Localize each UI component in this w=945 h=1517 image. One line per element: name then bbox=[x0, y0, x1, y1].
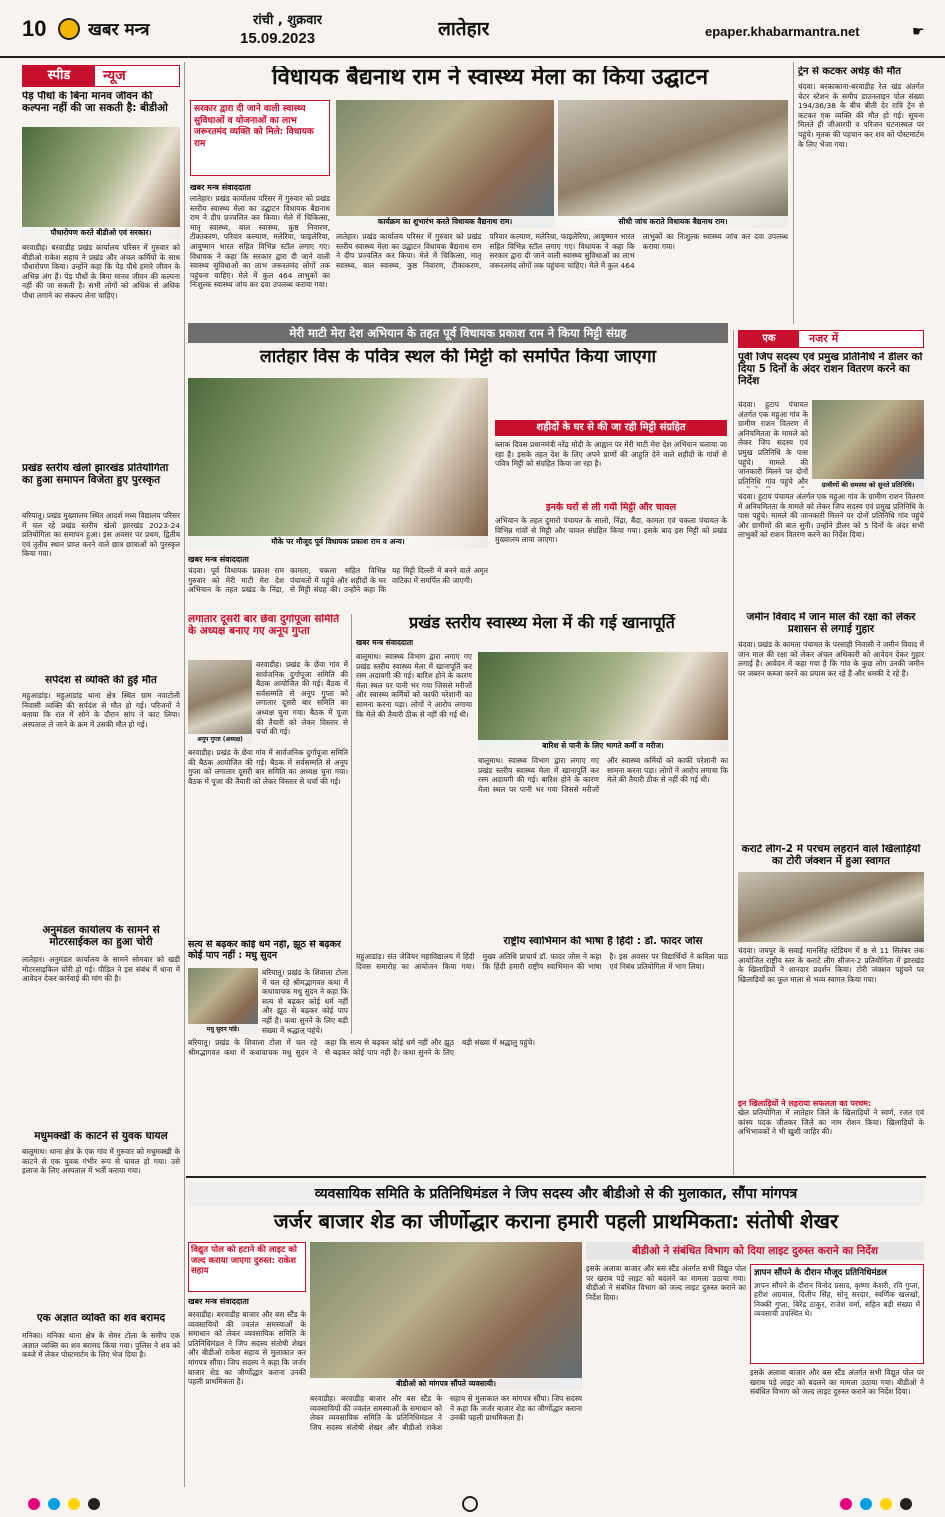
plantation-photo bbox=[22, 127, 180, 239]
bottom-sub bbox=[586, 1242, 924, 1260]
satya-photo bbox=[188, 968, 258, 1034]
mela-byline: खबर मन्त्र संवाददाता bbox=[356, 638, 414, 647]
speed-news-body: बरवाडीह। बरवाडीह प्रखंड कार्यालय परिसर में गुरुवार को बीडीओ राकेश सहाय ने प्रखंड और अंचल कर्मियों के साथ पौधारोपण किया। उन्होंने कहा कि पेड़ पौधे हमारे जीवन के अभिन्न अंग हैं। पेड़ पौधों के बिना मानव जीवन की कल्पना नहीं की जा सकती है। सभी लोगों को अधिक से अधिक पौधा लगाने का संकल्प लेना चाहिए। bbox=[22, 243, 180, 300]
delegation-box bbox=[750, 1264, 924, 1364]
bottom-kicker-text: विद्युत पोल को हटाने की लाइट को जल्द कराया जाएगा दुरुस्त: राकेश सहाय bbox=[191, 1245, 298, 1276]
paper-name: खबर मन्त्र bbox=[88, 20, 150, 40]
mati-byline: खबर मन्त्र संवाददाता bbox=[188, 555, 249, 564]
place-day: रांची , शुक्रवार bbox=[253, 13, 323, 28]
mati-headline: लातेहार विस के पवित्र स्थल की मिट्टी को समर्पित किया जाएगा bbox=[259, 348, 657, 367]
footer-registration-marks bbox=[0, 1490, 945, 1517]
mati-sub-2: इनके घरों से ली गयी मिट्टी और चावल bbox=[545, 502, 677, 513]
satya-body-continued: बरियातू। प्रखंड के शिवाला टोला में चल रहे श्रीमद्भागवत कथा में कथावाचक मधु सुदन ने कहा कि सत्य से बढ़कर कोई धर्म नहीं और झूठ से बढ़कर कोई पाप नहीं है। कथा सुनने के लिए बड़ी संख्या में श्रद्धालु पहुंचे। bbox=[188, 1038, 536, 1057]
registration-target-icon bbox=[462, 1496, 478, 1512]
ration-news-headline: पूर्वी जिप सदस्य एवं प्रमुख प्रतिनिधि ने डीलर को दिया 5 दिनों के अंदर राशन वितरण करने का निर्देश bbox=[738, 352, 923, 387]
bottom-body: बरवाडीह। बरवाडीह बाजार और बस स्टैंड के व्यवसायियों की ज्वलंत समस्याओं के समाधान को लेकर व्यवसायिक समिति के प्रतिनिधिमंडल ने जिप सदस्य संतोषी शेखर और बीडीओ राकेश सहाय से मुलाकात कर मांगपत्र सौंपा। जिप सदस्य ने कहा कि जर्जर बाजार शेड का जीर्णोद्धार कराना उनकी पहली प्राथमिकता है। bbox=[188, 1310, 306, 1387]
speed-news-headline: एक अज्ञात व्यक्ति का शव बरामद bbox=[36, 1313, 166, 1324]
bottom-sub-body-continued: इसके अलावा बाजार और बस स्टैंड अंतर्गत सभी विद्युत पोल पर खराब पड़े लाइट को बदलने का मामला उठाया गया। बीडीओ ने संबंधित विभाग को जल्द लाइट दुरुस्त कराने का निर्देश दिया। bbox=[750, 1368, 924, 1397]
registration-dot bbox=[840, 1498, 852, 1510]
speed-news-body: बालूमाथ। थाना क्षेत्र के एक गांव में गुरुवार को मधुमक्खी के काटने से एक युवक गंभीर रूप से घायल हो गया। उसे इलाज के लिए अस्पताल में भर्ती कराया गया। bbox=[22, 1147, 180, 1176]
karate-body: चंदवा। जयपुर के सवाई मानसिंह स्टेडियम में 8 से 11 सितंबर तक आयोजित राष्ट्रीय स्तर के कराटे लीग सीजन-2 प्रतियोगिता में झारखंड के खिलाड़ियों ने शानदार प्रदर्शन किया। टोरी जंक्शन पहुंचने पर खिलाड़ियों का फूल माला से भव्य स्वागत किया गया। bbox=[738, 946, 924, 984]
ration-news-body-continued: चंदवा। हुटाप पंचायत अंतर्गत एक महुआ गांव के ग्रामीण राशन वितरण में अनियमितता के मामले को लेकर जिप सदस्य एवं प्रमुख प्रतिनिधि के पास पहुंचे। मामले की जानकारी मिलने पर दोनों प्रतिनिधि गांव पहुंचे और ग्रामीणों की बात सुनी। उन्होंने डीलर को 5 दिनों के अंदर सभी लाभुकों को राशन वितरण करने का निर्देश दिया। bbox=[738, 492, 924, 540]
lead-body-continued: लातेहार। प्रखंड कार्यालय परिसर में गुरुवार को प्रखंड स्तरीय स्वास्थ्य मेला का उद्घाटन विधायक बैद्यनाथ राम ने दीप प्रज्वलित कर किया। मेले में चिकित्सा, मातृ स्वास्थ्य, बाल स्वास्थ्य, कुष्ठ निवारण, टीकाकरण, परिवार कल्याण, मलेरिया, फाइलेरिया, आयुष्मान भारत सहित विभिन्न स्टॉल लगाए गए। विधायक ने कहा कि सरकार द्वारा दी जाने वाली स्वास्थ्य सुविधाओं का लाभ जरूरतमंद लोगों तक पहुंचना चाहिए। मेले में कुल 464 लाभुकों का निःशुल्क स्वास्थ्य जांच कर दवा उपलब्ध कराया गया। bbox=[336, 232, 788, 270]
plantation-photo-caption: पौधारोपण करते बीडीओ एवं सरकार। bbox=[22, 227, 180, 239]
speed-news-body: मनिका। मनिका थाना क्षेत्र के सेमर टोला के समीप एक अज्ञात व्यक्ति का शव बरामद किया गया। पुलिस ने शव को कब्जे में लेकर पोस्टमार्टम के लिए भेज दिया है। bbox=[22, 1331, 180, 1360]
mati-sub-1-body: ब्लाक दिवस प्रधानमंत्री नरेंद्र मोदी के आह्वान पर मेरी माटी मेरा देश अभियान चलाया जा रहा है। इसके तहत देश के लिए अपने प्राणों की आहुति देने वाले शहीदों के गांवों से पवित्र मिट्टी को संग्रहित किया जा रहा है। bbox=[495, 440, 727, 469]
satya-photo-caption: मधु सुदन पांडे। bbox=[188, 1024, 258, 1034]
mati-sub-1-text: शहीदों के घर से की जा रही मिट्टी संग्रहित bbox=[536, 422, 686, 433]
durga-photo-caption: अनूप गुप्ता (अध्यक्ष) bbox=[188, 734, 252, 744]
registration-dot bbox=[28, 1498, 40, 1510]
speed-news-body: बरियातू। प्रखंड मुख्यालय स्थित आदर्श मध्य विद्यालय परिसर में चल रहे प्रखंड स्तरीय खेलो झारखंड 2023-24 प्रतियोगिता का समापन हुआ। इस अवसर पर प्रथम, द्वितीय एवं तृतीय स्थान प्राप्त करने वाले छात्र छात्राओं को पुरस्कृत किया गया। bbox=[22, 511, 180, 559]
ek-nazar-tag bbox=[738, 330, 924, 348]
mati-photo bbox=[188, 378, 488, 548]
mati-sub-2-body: अभियान के तहत दुमारो पंचायत के सालो, निंद्रा, बैंदा, कामता एवं चकला पंचायत के विभिन्न गांवों से मिट्टी और चावल संग्रहित किया गया। इसके बाद इस मिट्टी को प्रखंड मुख्यालय लाया जाएगा। bbox=[495, 516, 727, 545]
section-name: लातेहार bbox=[438, 18, 490, 40]
bottom-headline: जर्जर बाजार शेड का जीर्णोद्धार कराना हमारी पहली प्राथमिकता: संतोषी शेखर bbox=[273, 1210, 839, 1233]
mela-photo bbox=[478, 652, 728, 752]
registration-dot bbox=[68, 1498, 80, 1510]
lead-kicker-text: सरकार द्वारा दी जाने वाली स्वास्थ्य सुविधाओं व योजनाओं का लाभ जरूरतमंद व्यक्ति को मिले: विधायक राम bbox=[194, 104, 314, 149]
bottom-body-continued: बरवाडीह। बरवाडीह बाजार और बस स्टैंड के व्यवसायियों की ज्वलंत समस्याओं के समाधान को लेकर व्यवसायिक समिति के प्रतिनिधिमंडल ने जिप सदस्य संतोषी शेखर और बीडीओ राकेश सहाय से मुलाकात कर मांगपत्र सौंपा। जिप सदस्य ने कहा कि जर्जर बाजार शेड का जीर्णोद्धार कराना उनकी पहली प्राथमिकता है। bbox=[310, 1394, 582, 1432]
ek-tag-label: एक bbox=[739, 331, 799, 347]
section-divider bbox=[186, 1176, 926, 1178]
speed-news-headline: प्रखंड स्तरीय खेलो झारखंड प्रतियोगिता का हुआ समापन विजेता हुए पुरस्कृत bbox=[22, 463, 169, 486]
bottom-photo-caption: बीडीओ को मांगपत्र सौंपते व्यवसायी। bbox=[310, 1378, 582, 1390]
karate-photo bbox=[738, 872, 924, 942]
registration-dot bbox=[860, 1498, 872, 1510]
land-dispute-headline: जमीन विवाद में जान माल की रक्षा को लेकर प्रशासन से लगाई गुहार bbox=[746, 612, 916, 635]
speed-news-headline: अनुमंडल कार्यालय के सामने से मोटरसाईकल का हुआ चोरी bbox=[42, 925, 160, 948]
epaper-link[interactable]: epaper.khabarmantra.net bbox=[705, 24, 860, 39]
mela-photo-caption: बारिश से पानी के लिए भागते कर्मी व मरीज। bbox=[478, 740, 728, 752]
lead-byline: खबर मन्त्र संवाददाता bbox=[190, 183, 251, 192]
speed-news-headline: सर्पदंश से व्यक्ति की हुई मौत bbox=[45, 675, 157, 686]
speed-news-tag bbox=[22, 65, 180, 87]
ration-news-photo bbox=[812, 400, 924, 490]
mati-photo-caption: मौके पर मौजूद पूर्व विधायक प्रकाश राम व अन्य। bbox=[188, 536, 488, 548]
hand-pointer-icon: ☛ bbox=[912, 24, 925, 40]
delegation-box-headline: ज्ञापन सौंपने के दौरान मौजूद प्रतिनिधिमंडल bbox=[754, 1268, 887, 1278]
hindi-headline: राष्ट्रीय स्वाभिमान की भाषा है हिंदी : डॉ. फादर जोस bbox=[503, 936, 703, 947]
lead-photo-left-caption: कार्यक्रम का शुभारंभ करते विधायक वैद्यनाथ राम। bbox=[336, 216, 554, 228]
nazar-tag-label: नजर में bbox=[809, 332, 839, 345]
registration-dot bbox=[48, 1498, 60, 1510]
lead-photo-left bbox=[336, 100, 554, 228]
logo-icon bbox=[58, 18, 80, 40]
karate-headline: कराटे लीग-2 में परचम लहराने वाले खिलाड़ियों का टोरी जंक्शन में हुआ स्वागत bbox=[741, 844, 921, 867]
mela-body: बालूमाथ। स्वास्थ्य विभाग द्वारा लगाए गए प्रखंड स्तरीय स्वास्थ्य मेला में खानापूर्ति कर रस्म अदायगी की गई। बारिश होने के कारण मेला स्थल पर पानी भर गया जिससे मरीजों और स्वास्थ्य कर्मियों को काफी परेशानी का सामना करना पड़ा। लोगों ने आरोप लगाया कि मेले की तैयारी ठीक से नहीं की गई थी। bbox=[356, 652, 472, 719]
speed-tag-label: स्पीड bbox=[23, 66, 95, 86]
hindi-body: महुआडांड़। संत जेवियर महाविद्यालय में हिंदी दिवस समारोह का आयोजन किया गया। मुख्य अतिथि प्राचार्य डॉ. फादर जोस ने कहा कि हिंदी हमारी राष्ट्रीय स्वाभिमान की भाषा है। इस अवसर पर विद्यार्थियों ने कविता पाठ एवं निबंध प्रतियोगिता में भाग लिया। bbox=[356, 952, 728, 971]
mati-banner bbox=[188, 323, 728, 343]
lead-headline: विधायक बैद्यनाथ राम ने स्वास्थ्य मेला का किया उद्घाटन bbox=[271, 66, 709, 90]
durga-body-continued: बरवाडीह। प्रखंड के छेंवा गांव में सार्वजनिक दुर्गापूजा समिति की बैठक आयोजित की गई। बैठक में सर्वसम्मति से अनूप गुप्ता को लगातार दूसरी बार समिति का अध्यक्ष चुना गया। बैठक में पूजा की तैयारी को लेकर विस्तार से चर्चा की गई। bbox=[188, 748, 348, 786]
registration-dot bbox=[880, 1498, 892, 1510]
bottom-byline: खबर मन्त्र संवाददाता bbox=[188, 1297, 249, 1306]
mati-body: चंदवा। पूर्व विधायक प्रकाश राम गुरुवार को मेरी माटी मेरा देश अभियान के तहत प्रखंड के निंद्रा, कामता, चकला सहित विभिन्न पंचायतों में पहुंचे और शहीदों के घर से मिट्टी संग्रह की। उन्होंने कहा कि यह मिट्टी दिल्ली में बनने वाले अमृत वाटिका में समर्पित की जाएगी। bbox=[188, 566, 488, 595]
column-divider bbox=[351, 614, 352, 1034]
bottom-sub-body: इसके अलावा बाजार और बस स्टैंड अंतर्गत सभी विद्युत पोल पर खराब पड़े लाइट को बदलने का मामला उठाया गया। बीडीओ ने संबंधित विभाग को जल्द लाइट दुरुस्त कराने का निर्देश दिया। bbox=[586, 1264, 746, 1302]
column-divider bbox=[184, 62, 185, 1487]
lead-photo-right bbox=[558, 100, 788, 228]
bottom-banner-text: व्यवसायिक समिति के प्रतिनिधिमंडल ने जिप सदस्य और बीडीओ से की मुलाकात, सौंपा मांगपत्र bbox=[314, 1186, 798, 1202]
ration-news-body: चंदवा। हुटाप पंचायत अंतर्गत एक महुआ गांव के ग्रामीण राशन वितरण में अनियमितता के मामले को लेकर जिप सदस्य एवं प्रमुख प्रतिनिधि के पास पहुंचे। मामले की जानकारी मिलने पर दोनों प्रतिनिधि गांव पहुंचे और bbox=[738, 400, 808, 486]
bottom-banner bbox=[188, 1182, 924, 1206]
speed-news-column bbox=[22, 65, 180, 1485]
karate-sub-body: खेल प्रतियोगिता में लातेहार जिले के खिलाड़ियों ने स्वर्ण, रजत एवं कांस्य पदक जीतकर जिले का नाम रोशन किया। खिलाड़ियों के अभिभावकों ने भी खुशी जाहिर की। bbox=[738, 1108, 924, 1137]
karate-sub-headline: इन खिलाड़ियों ने लहराया सफलता का परचम: bbox=[738, 1099, 872, 1108]
durga-headline: लगातार दूसरी बार छेंवा दुर्गापूजा समिति के अध्यक्ष बनाए गए अनूप गुप्ता bbox=[188, 614, 340, 637]
masthead bbox=[0, 0, 945, 58]
registration-dot bbox=[900, 1498, 912, 1510]
speed-news-headline: मधुमक्खी के काटने से युवक घायल bbox=[34, 1131, 168, 1142]
mela-body-continued: बालूमाथ। स्वास्थ्य विभाग द्वारा लगाए गए प्रखंड स्तरीय स्वास्थ्य मेला में खानापूर्ति कर रस्म अदायगी की गई। बारिश होने के कारण मेला स्थल पर पानी भर गया जिससे मरीजों और स्वास्थ्य कर्मियों को काफी परेशानी का सामना करना पड़ा। लोगों ने आरोप लगाया कि मेले की तैयारी ठीक से नहीं की गई थी। bbox=[478, 756, 728, 794]
satya-headline: सत्य से बढ़कर कोई धर्म नहीं, झूठ से बढ़कर कोई पाप नहीं : मधु सुदन bbox=[188, 940, 341, 961]
speed-news-headline: पेड़ पौधों के बिना मानव जीवन की कल्पना नहीं की जा सकती है: बीडीओ bbox=[22, 91, 168, 114]
durga-body: बरवाडीह। प्रखंड के छेंवा गांव में सार्वजनिक दुर्गापूजा समिति की बैठक आयोजित की गई। बैठक में सर्वसम्मति से अनूप गुप्ता को लगातार दूसरी बार समिति का अध्यक्ष चुना गया। बैठक में पूजा की तैयारी को लेकर विस्तार से चर्चा की गई। bbox=[256, 660, 348, 737]
durga-photo bbox=[188, 660, 252, 744]
speed-news-body: महुआडांड़। महुआडांड़ थाना क्षेत्र स्थित ग्राम नवाटोली निवासी व्यक्ति की सर्पदंश से मौत हो गई। परिजनों ने बताया कि रात में सोने के दौरान सांप ने काट लिया। अस्पताल ले जाने के क्रम में उसकी मौत हो गई। bbox=[22, 691, 180, 729]
lead-photo-right-caption: सीधी जांच कराते विधायक बैद्यनाथ राम। bbox=[558, 216, 788, 228]
news-tag-label: न्यूज bbox=[103, 68, 126, 84]
lead-kicker bbox=[190, 100, 330, 176]
satya-body: बरियातू। प्रखंड के शिवाला टोला में चल रहे श्रीमद्भागवत कथा में कथावाचक मधु सुदन ने कहा कि सत्य से बढ़कर कोई धर्म नहीं और झूठ से बढ़कर कोई पाप नहीं है। कथा सुनने के लिए बड़ी संख्या में श्रद्धालु पहुंचे। bbox=[262, 968, 348, 1034]
mati-banner-text: मेरी माटी मेरा देश अभियान के तहत पूर्व विधायक प्रकाश राम ने किया मिट्टी संग्रह bbox=[289, 326, 627, 340]
mela-headline: प्रखंड स्तरीय स्वास्थ्य मेला में की गई खानापूर्ति bbox=[409, 614, 675, 632]
land-dispute-body: चंदवा। प्रखंड के कामता पंचायत के परसाही निवासी ने जमीन विवाद में जान माल की रक्षा को लेकर अंचल अधिकारी को आवेदन देकर गुहार लगाई है। आवेदन में कहा गया है कि गांव के कुछ लोग उनकी जमीन पर जबरन कब्जा करने का प्रयास कर रहे हैं और धमकी दे रहे हैं। bbox=[738, 640, 924, 678]
registration-dot bbox=[88, 1498, 100, 1510]
delegation-box-body: ज्ञापन सौंपने के दौरान विनोद प्रसाद, कृष्णा केशरी, रवि गुप्ता, हरीश अग्रवाल, दिलीप सिंह, सोनू सरदार, स्वर्णिक खलखो, निक्की गुप्ता, बिरेंद्र ठाकुर, राजेश वर्मा, सहित बड़ी संख्या में व्यवसायी उपस्थित थे। bbox=[754, 1280, 920, 1319]
bottom-photo bbox=[310, 1242, 582, 1390]
column-divider bbox=[733, 330, 734, 1175]
ration-news-photo-caption: ग्रामीणों की समस्या को सुनते प्रतिनिधि। bbox=[812, 479, 924, 490]
lead-body: लातेहार। प्रखंड कार्यालय परिसर में गुरुवार को प्रखंड स्तरीय स्वास्थ्य मेला का उद्घाटन विधायक बैद्यनाथ राम ने दीप प्रज्वलित कर किया। मेले में चिकित्सा, मातृ स्वास्थ्य, बाल स्वास्थ्य, कुष्ठ निवारण, टीकाकरण, परिवार कल्याण, मलेरिया, फाइलेरिया, आयुष्मान भारत सहित विभिन्न स्टॉल लगाए गए। विधायक ने कहा कि सरकार द्वारा दी जाने वाली स्वास्थ्य सुविधाओं का लाभ जरूरतमंद लोगों तक पहुंचना चाहिए। मेले में कुल 464 लाभुकों का निःशुल्क स्वास्थ्य जांच कर दवा उपलब्ध कराया गया। bbox=[190, 194, 330, 290]
train-news-headline: ट्रेन से कटकर अधेड़ की मौत bbox=[798, 66, 901, 77]
page-number: 10 bbox=[22, 16, 47, 41]
bottom-sub-text: बीडीओ ने संबंधित विभाग को दिया लाइट दुरुस्त कराने का निर्देश bbox=[631, 1245, 879, 1257]
bottom-kicker bbox=[188, 1242, 306, 1292]
mati-sub-1 bbox=[495, 420, 727, 436]
speed-news-body: लातेहार। अनुमंडल कार्यालय के सामने सोमवार को खड़ी मोटरसाइकिल चोरी हो गई। पीड़ित ने इस संबंध में थाना में आवेदन देकर कार्रवाई की मांग की है। bbox=[22, 955, 180, 984]
column-divider bbox=[793, 62, 794, 324]
issue-date: 15.09.2023 bbox=[240, 30, 316, 47]
train-news-body: चंदवा। बरकाकाना-बरवाडीह रेल खंड अंतर्गत चेटर स्टेशन के समीप डाउनलाइन पोल संख्या 194/36/38 के बीच बीती देर रात्रि ट्रेन से कटकर एक व्यक्ति की मौत हो गई। सूचना मिलते ही जीआरपी व परिजन घटनास्थल पर पहुंचे। मृतक की पहचान कर शव को पोस्टमार्टम के लिए भेजा गया। bbox=[798, 82, 924, 149]
